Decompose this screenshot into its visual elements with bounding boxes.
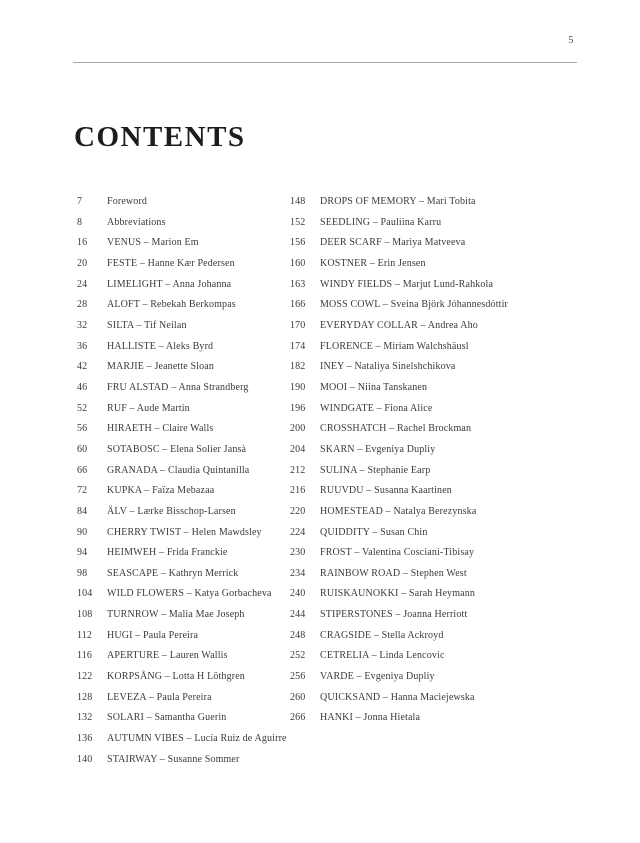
toc-entry [290, 630, 590, 651]
toc-entry-label: ALOFT – Rebekah Berkompas [107, 299, 236, 311]
toc-entry [77, 609, 307, 630]
toc-entry [290, 465, 590, 486]
toc-entry-label: HIRAETH – Claire Walls [107, 423, 214, 435]
toc-entry-page-number: 128 [77, 691, 93, 703]
toc-entry-page-number: 140 [77, 753, 93, 765]
toc-entry [77, 382, 307, 403]
toc-entry-page-number: 112 [77, 629, 93, 641]
toc-entry-page-number: 98 [77, 567, 88, 579]
toc-entry [290, 279, 590, 300]
toc-entry-label: FLORENCE – Miriam Walchshäusl [320, 340, 469, 352]
toc-entry-label: TURNROW – Malia Mae Joseph [107, 609, 245, 621]
toc-entry [77, 527, 307, 548]
toc-entry-page-number: 160 [290, 257, 306, 269]
toc-entry-page-number: 174 [290, 340, 306, 352]
toc-entry-page-number: 8 [77, 216, 83, 228]
toc-entry-page-number: 108 [77, 609, 93, 621]
toc-entry-label: HEIMWEH – Frida Franckie [107, 547, 228, 559]
toc-entry-label: Foreword [107, 196, 148, 207]
toc-entry-label: DEER SCARF – Mariya Matveeva [320, 237, 466, 249]
toc-entry [290, 444, 590, 465]
toc-entry-page-number: 248 [290, 629, 306, 641]
toc-entry [77, 712, 307, 733]
toc-entry-page-number: 260 [290, 691, 306, 703]
toc-column-right [290, 196, 590, 733]
toc-entry-label: CHERRY TWIST – Helen Mawdsley [107, 526, 262, 538]
toc-entry-label: MARJIE – Jeanette Sloan [107, 361, 215, 373]
toc-entry-page-number: 42 [77, 361, 88, 373]
toc-entry-page-number: 94 [77, 547, 88, 559]
toc-entry-label: QUIDDITY – Susan Chin [320, 526, 428, 538]
toc-entry [77, 588, 307, 609]
toc-entry-label: STIPERSTONES – Joanna Herriott [320, 609, 468, 621]
toc-entry-label: KOSTNER – Erin Jensen [320, 257, 426, 269]
toc-entry-page-number: 200 [290, 423, 306, 435]
toc-entry-page-number: 16 [77, 237, 88, 249]
toc-entry-page-number: 56 [77, 423, 88, 435]
toc-entry [290, 692, 590, 713]
toc-entry [77, 237, 307, 258]
toc-entry-label: SOTABOSC – Elena Solier Jansà [107, 443, 247, 455]
toc-entry [77, 423, 307, 444]
toc-entry-page-number: 122 [77, 671, 93, 683]
toc-entry-page-number: 152 [290, 216, 306, 228]
toc-entry-page-number: 84 [77, 505, 88, 517]
toc-entry-page-number: 116 [77, 650, 93, 662]
toc-entry [290, 712, 590, 733]
toc-entry [77, 299, 307, 320]
toc-entry-page-number: 266 [290, 712, 306, 724]
toc-entry-label: VARDE – Evgeniya Dupliy [320, 671, 435, 683]
toc-entry [290, 506, 590, 527]
toc-entry-label: KORPSÅNG – Lotta H Löthgren [107, 671, 245, 683]
toc-entry-label: SEEDLING – Pauliina Karru [320, 216, 442, 228]
header-rule [73, 62, 577, 63]
toc-entry-page-number: 32 [77, 319, 88, 331]
toc-entry [77, 650, 307, 671]
toc-entry-page-number: 136 [77, 733, 93, 745]
toc-entry-page-number: 244 [290, 609, 306, 621]
toc-entry-page-number: 240 [290, 588, 306, 600]
toc-entry-label: RUUVDU – Susanna Kaartinen [320, 485, 452, 497]
toc-entry-label: SULINA – Stephanie Earp [320, 464, 431, 476]
toc-entry-page-number: 90 [77, 526, 88, 538]
toc-entry-page-number: 170 [290, 319, 306, 331]
toc-entry-page-number: 204 [290, 443, 306, 455]
toc-entry [290, 568, 590, 589]
toc-entry-label: AUTUMN VIBES – Lucía Ruiz de Aguirre [107, 733, 287, 745]
toc-entry-label: MOSS COWL – Sveina Björk Jóhannesdóttir [320, 299, 508, 311]
toc-entry [290, 341, 590, 362]
toc-entry-label: HALLISTE – Aleks Byrd [107, 340, 214, 352]
toc-entry-label: SKARN – Evgeniya Dupliy [320, 443, 436, 455]
toc-entry-page-number: 28 [77, 299, 88, 311]
toc-entry [290, 650, 590, 671]
toc-entry-label: VENUS – Marion Em [107, 237, 199, 249]
toc-entry-label: WINDY FIELDS – Marjut Lund-Rahkola [320, 278, 494, 290]
toc-entry-label: ÄLV – Lærke Bisschop-Larsen [107, 505, 236, 517]
toc-entry-page-number: 166 [290, 299, 306, 311]
toc-entry-label: HANKI – Jonna Hietala [320, 712, 421, 724]
toc-entry [77, 733, 307, 754]
toc-entry-label: RAINBOW ROAD – Stephen West [320, 567, 467, 579]
page-title: CONTENTS [74, 121, 246, 153]
toc-entry-page-number: 182 [290, 361, 306, 373]
toc-entry [77, 196, 307, 217]
toc-entry-page-number: 252 [290, 650, 306, 662]
toc-entry-label: INEY – Nataliya Sinelshchikova [320, 361, 456, 373]
toc-entry-label: FRU ALSTAD – Anna Strandberg [107, 381, 249, 393]
toc-entry [290, 527, 590, 548]
page-number: 5 [568, 35, 574, 46]
toc-entry-label: SOLARI – Samantha Guerin [107, 712, 227, 724]
toc-entry-label: QUICKSAND – Hanna Maciejewska [320, 691, 475, 703]
toc-entry [77, 547, 307, 568]
toc-entry [290, 671, 590, 692]
toc-entry [290, 361, 590, 382]
toc-entry-page-number: 220 [290, 505, 306, 517]
toc-entry-page-number: 66 [77, 464, 88, 476]
toc-entry-page-number: 156 [290, 237, 306, 249]
toc-entry-label: WILD FLOWERS – Katya Gorbacheva [107, 588, 272, 600]
toc-entry-label: CROSSHATCH – Rachel Brockman [320, 423, 472, 435]
toc-entry [290, 547, 590, 568]
toc-entry [77, 506, 307, 527]
toc-entry [77, 403, 307, 424]
toc-entry [77, 258, 307, 279]
toc-entry [77, 754, 307, 775]
toc-entry [290, 423, 590, 444]
toc-entry [77, 320, 307, 341]
toc-entry [77, 465, 307, 486]
toc-entry-label: FROST – Valentina Cosciani-Tibisay [320, 547, 475, 559]
toc-entry-label: HOMESTEAD – Natalya Berezynska [320, 505, 477, 517]
toc-entry-page-number: 196 [290, 402, 306, 414]
toc-entry-label: SILTA – Tif Neilan [107, 319, 187, 331]
toc-entry [77, 630, 307, 651]
toc-entry [290, 403, 590, 424]
toc-entry-page-number: 36 [77, 340, 88, 352]
toc-entry-page-number: 190 [290, 381, 306, 393]
toc-entry-label: LEVEZA – Paula Pereira [107, 691, 212, 703]
toc-entry-label: HUGI – Paula Pereira [107, 629, 199, 641]
toc-entry-label: WINDGATE – Fiona Alice [320, 402, 433, 414]
toc-entry [77, 671, 307, 692]
toc-entry [290, 382, 590, 403]
toc-entry-page-number: 24 [77, 278, 88, 290]
toc-entry-page-number: 234 [290, 567, 306, 579]
toc-entry-page-number: 256 [290, 671, 306, 683]
toc-entry-page-number: 72 [77, 485, 88, 497]
toc-entry-label: SEASCAPE – Kathryn Merrick [107, 567, 239, 579]
toc-column-left [77, 196, 307, 774]
toc-entry-label: DROPS OF MEMORY – Mari Tobita [320, 196, 476, 207]
toc-entry [290, 485, 590, 506]
toc-entry [290, 609, 590, 630]
toc-entry-page-number: 132 [77, 712, 93, 724]
toc-entry-page-number: 104 [77, 588, 93, 600]
toc-entry-label: EVERYDAY COLLAR – Andrea Aho [320, 319, 478, 331]
toc-entry [290, 196, 590, 217]
toc-entry [77, 568, 307, 589]
toc-entry-label: RUISKAUNOKKI – Sarah Heymann [320, 588, 476, 600]
toc-entry-label: CRAGSIDE – Stella Ackroyd [320, 629, 444, 641]
toc-entry-page-number: 148 [290, 196, 306, 207]
toc-entry [290, 217, 590, 238]
toc-entry-label: FESTE – Hanne Kær Pedersen [107, 257, 235, 269]
toc-entry-label: MOOI – Niina Tanskanen [320, 381, 428, 393]
toc-entry-page-number: 20 [77, 257, 88, 269]
toc-entry [77, 341, 307, 362]
toc-entry-page-number: 46 [77, 381, 88, 393]
toc-entry-label: LIMELIGHT – Anna Johanna [107, 278, 232, 290]
toc-entry [77, 217, 307, 238]
toc-entry-page-number: 230 [290, 547, 306, 559]
toc-entry [77, 444, 307, 465]
toc-entry-page-number: 52 [77, 402, 88, 414]
toc-entry [290, 588, 590, 609]
toc-entry [290, 320, 590, 341]
toc-entry-label: RUF – Aude Martin [107, 402, 190, 414]
toc-entry-label: KUPKA – Faïza Mebazaa [107, 485, 215, 497]
toc-entry-page-number: 212 [290, 464, 306, 476]
toc-entry-page-number: 216 [290, 485, 306, 497]
toc-entry-page-number: 224 [290, 526, 306, 538]
toc-entry [290, 299, 590, 320]
toc-entry-label: APERTURE – Lauren Wallis [107, 650, 228, 662]
toc-entry-label: Abbreviations [107, 216, 166, 228]
toc-entry [290, 237, 590, 258]
toc-entry [77, 361, 307, 382]
toc-entry-label: CETRELIA – Linda Lencovic [320, 650, 445, 662]
toc-entry-page-number: 7 [77, 196, 83, 207]
toc-entry [290, 258, 590, 279]
toc-entry [77, 279, 307, 300]
toc-entry-page-number: 60 [77, 443, 88, 455]
toc-entry-page-number: 163 [290, 278, 306, 290]
toc-entry [77, 692, 307, 713]
toc-entry-label: STAIRWAY – Susanne Sommer [107, 753, 240, 765]
toc-entry [77, 485, 307, 506]
toc-entry-label: GRANADA – Claudia Quintanilla [107, 464, 250, 476]
